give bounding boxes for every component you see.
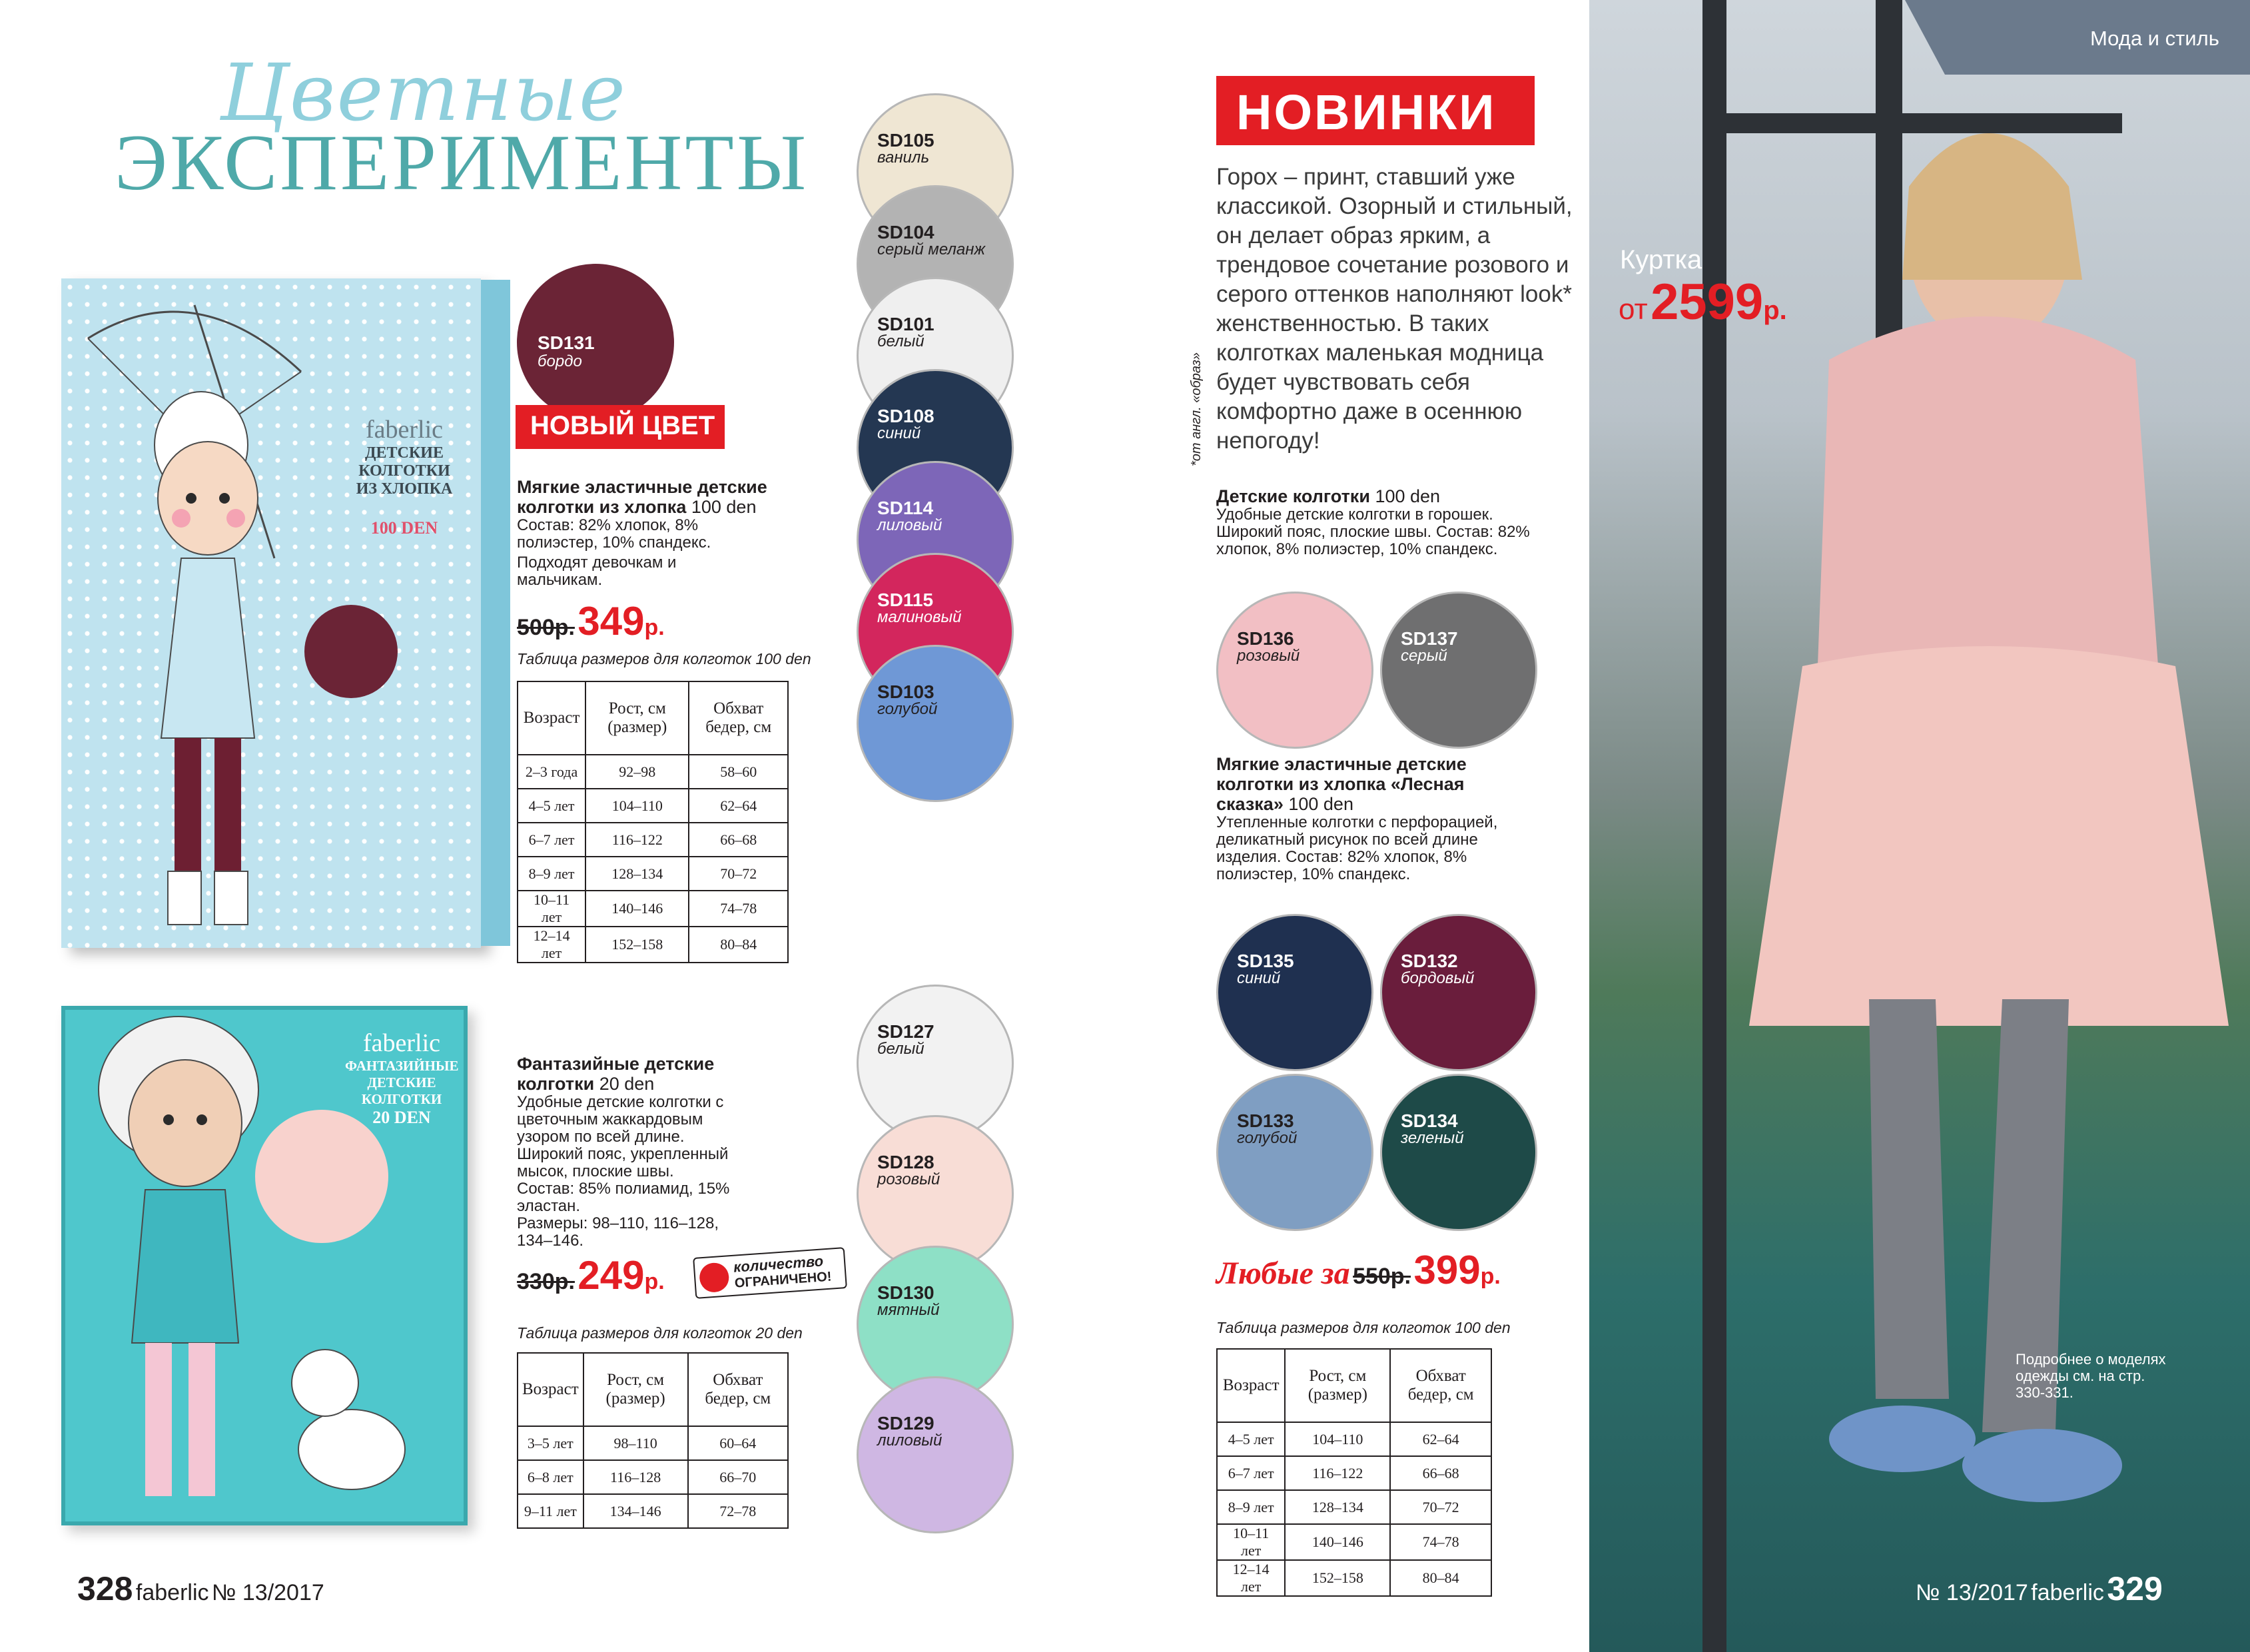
jacket-price-prefix: от (1619, 293, 1648, 326)
limited-quantity-stamp (693, 1247, 847, 1299)
jacket-label: Куртка (1620, 245, 1702, 274)
jacket-price-value: 2599 (1651, 274, 1764, 330)
product1-composition: Состав: 82% хлопок, 8% полиэстер, 10% спандекс. (517, 516, 711, 552)
table-row (1217, 1422, 1491, 1456)
table-row (518, 755, 788, 789)
product2-desc: Удобные детские колготки с цветочным жаккардовым узором по всей длине. Широкий пояс, укрепленный мысок, плоские швы. (517, 1093, 729, 1180)
color-swatch (1216, 592, 1373, 749)
product2-info (517, 1054, 737, 1250)
swatch-code: SD136 (1237, 628, 1294, 649)
limited-line2: ОГРАНИЧЕНО! (734, 1269, 833, 1291)
swatch-code: SD134 (1401, 1110, 1458, 1131)
table-header: Обхват бедер, см (689, 681, 788, 755)
swatch-code: SD101 (877, 314, 935, 334)
table-cell: 62–64 (689, 789, 788, 823)
table-cell: 98–110 (583, 1426, 688, 1460)
product-a-title (1216, 486, 1536, 506)
table-cell: 116–128 (583, 1460, 688, 1494)
table-cell: 10–11 лет (1217, 1524, 1285, 1560)
package-cotton-tights (61, 278, 481, 948)
swatch-name: бордовый (1401, 969, 1475, 987)
swatch-name: белый (877, 1040, 925, 1058)
jacket-price-suffix: р. (1763, 296, 1787, 325)
more-info: Подробнее о моделях одежды см. на стр. 330-331. (2016, 1351, 2166, 1401)
product1-info (517, 477, 797, 589)
table-header: Возраст (518, 1353, 583, 1426)
table-cell: 66–68 (689, 823, 788, 857)
table-cell: 80–84 (1390, 1560, 1491, 1596)
product-b-info (1216, 754, 1529, 883)
any-for-label: Любые за (1216, 1256, 1350, 1291)
color-swatch (1216, 1074, 1373, 1231)
swatch-code: SD114 (877, 498, 934, 518)
swatch-name: голубой (1237, 1129, 1298, 1147)
table-header: Рост, см (размер) (585, 681, 689, 755)
umbrella-girl-illustration (61, 278, 481, 948)
swatch-name: ваниль (877, 149, 930, 167)
table-cell: 2–3 года (518, 755, 585, 789)
product1-fit: Подходят девочкам и мальчикам. (517, 554, 677, 589)
page-number: 329 (2107, 1570, 2163, 1607)
package-line: ДЕТСКИЕ (367, 1074, 436, 1090)
package-label (345, 1029, 458, 1128)
table-cell: 128–134 (1285, 1490, 1390, 1524)
color-swatch (857, 645, 1014, 802)
table-cell: 62–64 (1390, 1422, 1491, 1456)
package-line: ФАНТАЗИЙНЫЕ (345, 1058, 459, 1074)
product2-price (517, 1252, 665, 1298)
package-line: ИЗ ХЛОПКА (356, 480, 453, 498)
table-cell: 12–14 лет (518, 927, 585, 963)
new-price-value: 349 (577, 599, 645, 643)
table-cell: 92–98 (585, 755, 689, 789)
footer-right (1916, 1569, 2163, 1608)
novelties-intro: Горох – принт, ставший уже классикой. Озорный и стильный, он делает образ ярким, а трендовое сочетание розового и серого оттенков наполняют look* женственностью. В таких колготках маленькая модница будет чувствовать себя комфортно даже в осеннюю непогоду! (1216, 164, 1573, 454)
swatch-code: SD128 (877, 1152, 935, 1172)
product1-title (517, 477, 797, 517)
new-price (1413, 1248, 1500, 1292)
swatch-code: SD137 (1401, 628, 1458, 649)
section-tag: Мода и стиль (1945, 0, 2250, 75)
table-cell: 128–134 (585, 857, 689, 891)
swatch-code: SD103 (877, 681, 935, 702)
table-cell: 152–158 (585, 927, 689, 963)
swatch-name: розовый (1237, 647, 1300, 665)
swatch-code: SD127 (877, 1021, 935, 1042)
table-cell: 116–122 (1285, 1456, 1390, 1490)
product1-size-table (517, 681, 789, 963)
table-row (1217, 1524, 1491, 1560)
package-brand: faberlic (362, 1029, 441, 1057)
footer-brand: faberlic (135, 1580, 209, 1605)
swatch-name: серый меланж (877, 240, 985, 258)
package-side (481, 280, 510, 946)
table-cell: 70–72 (1390, 1490, 1491, 1524)
table-cell: 104–110 (585, 789, 689, 823)
table-row (518, 789, 788, 823)
table-cell: 4–5 лет (518, 789, 585, 823)
jacket-price (1619, 273, 1787, 331)
table-cell: 74–78 (1390, 1524, 1491, 1560)
swatch-code: SD133 (1237, 1110, 1294, 1131)
swatch-code: SD115 (877, 590, 934, 610)
table-cell: 152–158 (1285, 1560, 1390, 1596)
swatch-sd131 (517, 264, 674, 421)
table-cell: 9–11 лет (518, 1494, 583, 1528)
table-cell: 140–146 (1285, 1524, 1390, 1560)
title-main: ЭКСПЕРИМЕНТЫ (115, 118, 809, 206)
table-cell: 80–84 (689, 927, 788, 963)
table-cell: 66–70 (688, 1460, 788, 1494)
table-row (518, 927, 788, 963)
price-suffix: р. (644, 615, 665, 640)
swatch-name: белый (877, 332, 925, 350)
table-row (518, 1494, 788, 1528)
table-header: Обхват бедер, см (688, 1353, 788, 1426)
product2-title (517, 1054, 737, 1094)
old-price: 500р. (517, 615, 575, 640)
swatch-code: SD105 (877, 130, 935, 151)
table-cell: 6–7 лет (1217, 1456, 1285, 1490)
product-a-info (1216, 486, 1536, 558)
table-row (518, 1460, 788, 1494)
swatch-code: SD131 (538, 332, 595, 353)
table-cell: 104–110 (1285, 1422, 1390, 1456)
limited-line1: количество (733, 1252, 824, 1276)
footer-issue: № 13/2017 (1916, 1580, 2028, 1605)
table-cell: 116–122 (585, 823, 689, 857)
table-cell: 134–146 (583, 1494, 688, 1528)
novelties-price (1216, 1247, 1501, 1293)
swatch-name: розовый (877, 1170, 940, 1188)
table-cell: 58–60 (689, 755, 788, 789)
swatch-name: мятный (877, 1301, 940, 1319)
title-script: Цветные (220, 47, 627, 139)
swatch-name: синий (1237, 969, 1281, 987)
package-label (348, 415, 461, 538)
table-header: Обхват бедер, см (1390, 1349, 1491, 1422)
price-suffix: р. (1480, 1264, 1501, 1289)
product-b-den: 100 den (1288, 794, 1353, 814)
swatch-code: SD104 (877, 222, 935, 242)
table-row (518, 857, 788, 891)
new-price-value: 249 (577, 1253, 645, 1298)
table-row (518, 823, 788, 857)
footnote: *от англ. «образ» (1189, 352, 1204, 466)
package-den: 100 DEN (370, 518, 438, 538)
table-cell: 10–11 лет (518, 891, 585, 927)
table-cell: 12–14 лет (1217, 1560, 1285, 1596)
swatch-name: серый (1401, 647, 1447, 665)
table-cell: 66–68 (1390, 1456, 1491, 1490)
swatch-name: лиловый (877, 1432, 942, 1449)
product1-title-text: Мягкие эластичные детские колготки из хлопка (517, 477, 767, 517)
swatch-code: SD108 (877, 406, 935, 426)
table-cell: 8–9 лет (1217, 1490, 1285, 1524)
swatch-name: голубой (877, 700, 938, 718)
color-swatch (1216, 914, 1373, 1071)
swatch-name: лиловый (877, 516, 942, 534)
swatch-name: малиновый (877, 608, 962, 626)
table-cell: 70–72 (689, 857, 788, 891)
product-a-desc: Удобные детские колготки в горошек. Широкий пояс, плоские швы. Состав: 82% хлопок, 8% полиэстер, 10% спандекс. (1216, 506, 1530, 558)
product2-table-caption: Таблица размеров для колготок 20 den (517, 1324, 803, 1342)
product1-den: 100 den (691, 497, 757, 517)
table-cell: 3–5 лет (518, 1426, 583, 1460)
table-header: Возраст (1217, 1349, 1285, 1422)
product1-table-caption: Таблица размеров для колготок 100 den (517, 650, 811, 667)
product2-size-table (517, 1352, 789, 1529)
product-a-den: 100 den (1375, 486, 1441, 506)
table-cell: 140–146 (585, 891, 689, 927)
price-suffix: р. (644, 1269, 665, 1294)
color-swatch (1380, 914, 1537, 1071)
footer-left (77, 1569, 324, 1608)
table-cell: 74–78 (689, 891, 788, 927)
swatch-code: SD130 (877, 1282, 935, 1303)
package-fantasy-tights (61, 1006, 468, 1525)
footer-issue: № 13/2017 (211, 1580, 324, 1605)
package-line: КОЛГОТКИ (361, 1091, 442, 1107)
table-cell: 6–8 лет (518, 1460, 583, 1494)
product2-title-text: Фантазийные детские колготки (517, 1054, 715, 1094)
swatch-code: SD129 (877, 1413, 935, 1434)
table-cell: 4–5 лет (1217, 1422, 1285, 1456)
novelties-table-caption: Таблица размеров для колготок 100 den (1216, 1319, 1511, 1336)
table-row (518, 891, 788, 927)
new-price-value: 399 (1413, 1248, 1481, 1292)
product-b-title (1216, 754, 1529, 814)
package-line: КОЛГОТКИ (358, 462, 450, 480)
table-row (1217, 1490, 1491, 1524)
package-den: 20 DEN (372, 1108, 431, 1127)
product-b-title-text: Мягкие эластичные детские колготки из хлопка «Лесная сказка» (1216, 754, 1467, 814)
color-swatch (857, 1376, 1014, 1533)
table-row (1217, 1560, 1491, 1596)
swatch-name: синий (877, 424, 921, 442)
product2-den: 20 den (599, 1074, 655, 1094)
table-cell: 72–78 (688, 1494, 788, 1528)
table-header: Рост, см (размер) (1285, 1349, 1390, 1422)
new-price (577, 599, 664, 643)
swatch-code: SD135 (1237, 951, 1294, 971)
novelties-badge: НОВИНКИ (1216, 76, 1535, 145)
new-price (577, 1253, 664, 1298)
novelties-size-table (1216, 1348, 1492, 1597)
old-price: 550р. (1353, 1264, 1411, 1289)
new-color-badge: НОВЫЙ ЦВЕТ (516, 405, 725, 449)
product2-composition: Состав: 85% полиамид, 15% эластан. (517, 1180, 730, 1215)
table-header: Рост, см (размер) (583, 1353, 688, 1426)
product2-sizes: Размеры: 98–110, 116–128, 134–146. (517, 1214, 719, 1250)
table-cell: 8–9 лет (518, 857, 585, 891)
product-a-title-text: Детские колготки (1216, 486, 1370, 506)
product-b-desc: Утепленные колготки с перфорацией, деликатный рисунок по всей длине изделия. Состав: 82% хлопок, 8% полиэстер, 10% спандекс. (1216, 813, 1498, 883)
table-header: Возраст (518, 681, 585, 755)
package-brand: faberlic (365, 416, 444, 444)
table-cell: 6–7 лет (518, 823, 585, 857)
color-swatch (1380, 592, 1537, 749)
flower-icon (699, 1262, 730, 1293)
table-row (1217, 1456, 1491, 1490)
swatch-code: SD132 (1401, 951, 1458, 971)
table-row (518, 1426, 788, 1460)
color-swatch (1380, 1074, 1537, 1231)
package-line: ДЕТСКИЕ (365, 444, 444, 462)
old-price: 330р. (517, 1269, 575, 1294)
page-number: 328 (77, 1570, 133, 1607)
swatch-name: зеленый (1401, 1129, 1464, 1147)
product1-price (517, 598, 665, 644)
table-cell: 60–64 (688, 1426, 788, 1460)
footer-brand: faberlic (2031, 1580, 2104, 1605)
swatch-name: бордо (538, 352, 582, 370)
